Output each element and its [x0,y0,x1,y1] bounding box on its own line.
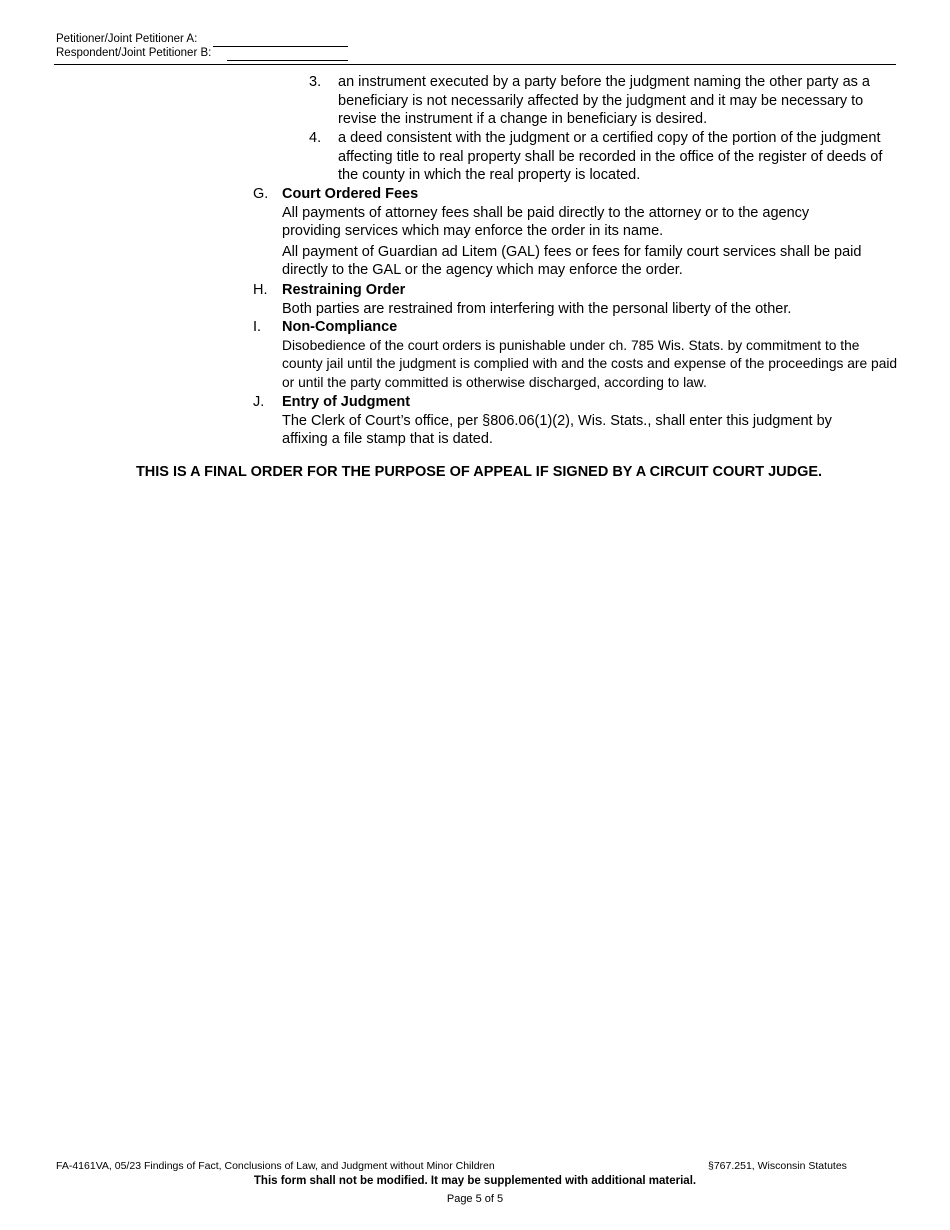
section-letter: I. [253,319,262,335]
respondent-field[interactable] [227,47,348,61]
respondent-label: Respondent/Joint Petitioner B: [56,47,212,59]
petitioner-label: Petitioner/Joint Petitioner A: [56,33,198,45]
section-paragraph: The Clerk of Court’s office, per §806.06(1)(2), Wis. Stats., shall enter this judgment by affixing a file stamp that is dated. [282,412,832,448]
list-item-number: 4. [309,130,322,146]
final-order-statement: THIS IS A FINAL ORDER FOR THE PURPOSE OF APPEAL IF SIGNED BY A CIRCUIT COURT JUDGE. [135,464,823,480]
section-restraining-order [253,281,913,318]
petitioner-field[interactable] [213,33,348,47]
section-letter: H. [253,282,268,298]
list-item-text: a deed consistent with the judgment or a certified copy of the portion of the judgment affecting title to real property shall be recorded in the office of the register of deeds of the county in which the real property is located. [338,130,883,184]
footer-notice: This form shall not be modified. It may be supplemented with additional material. [253,1175,697,1187]
section-letter: G. [253,186,269,202]
section-entry-of-judgment [253,393,878,449]
list-item-4 [309,129,889,185]
section-court-ordered-fees [253,185,863,280]
section-non-compliance [253,318,903,392]
footer-form-id: FA-4161VA, 05/23 Findings of Fact, Conclusions of Law, and Judgment without Minor Children [56,1160,495,1172]
section-paragraph: Disobedience of the court orders is punishable under ch. 785 Wis. Stats. by commitment to the county jail until the judgment is complied with and the costs and expense of the proceedings are paid or until the party committed is otherwise discharged, according to law. [282,337,898,390]
section-heading: Court Ordered Fees [282,186,419,202]
section-heading: Non-Compliance [282,319,398,335]
section-paragraph: All payment of Guardian ad Litem (GAL) fees or fees for family court services shall be paid directly to the GAL or the agency which may enforce the order. [282,243,862,279]
list-item-3 [309,73,889,129]
section-paragraph: All payments of attorney fees shall be paid directly to the attorney or to the agency providing services which may enforce the order in its name. [282,204,810,240]
list-item-text: an instrument executed by a party before the judgment naming the other party as a beneficiary is not necessarily affected by the judgment and it may be necessary to revise the instrument if a change in beneficiary is desired. [338,74,870,128]
footer-statute: §767.251, Wisconsin Statutes [708,1160,847,1172]
list-item-number: 3. [309,74,322,90]
header-divider [54,64,896,65]
section-heading: Restraining Order [282,282,406,298]
page-number: Page 5 of 5 [446,1193,504,1205]
section-letter: J. [253,394,265,410]
section-heading: Entry of Judgment [282,394,411,410]
section-paragraph: Both parties are restrained from interfering with the personal liberty of the other. [282,300,792,317]
